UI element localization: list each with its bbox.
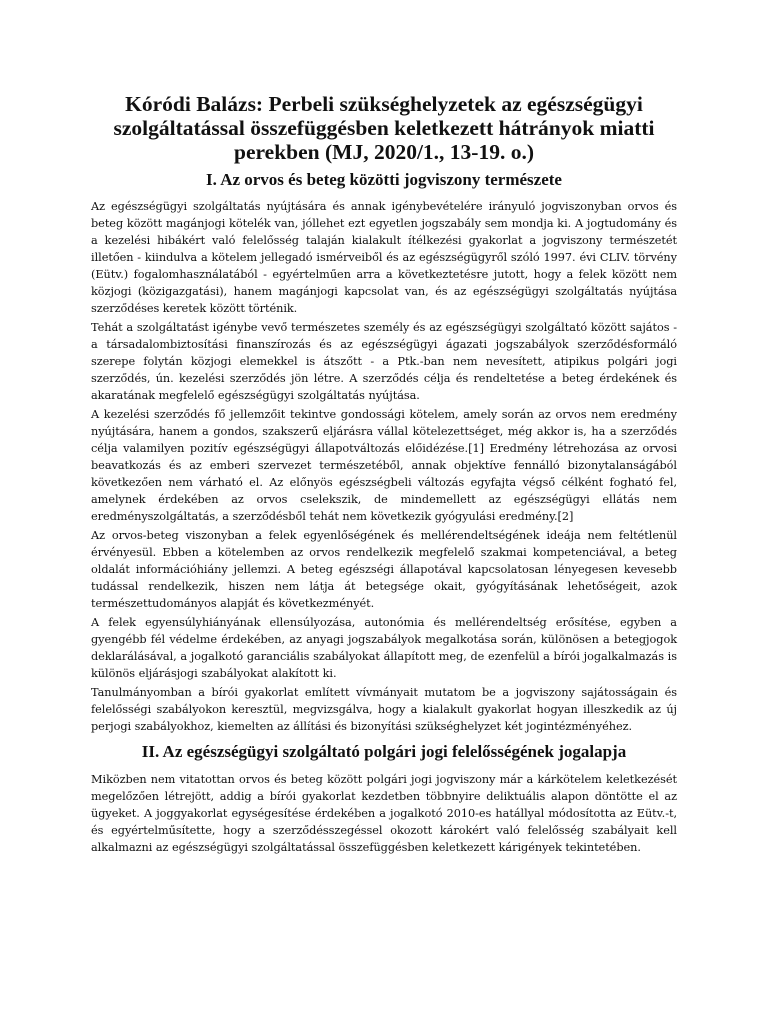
section-2-heading: II. Az egészségügyi szolgáltató polgári jogi felelősségének jogalapja [141,742,627,761]
section-1-paragraph-6: Tanulmányomban a bírói gyakorlat említett vívmányait mutatom be a jogviszony sajátosságain és felelősségi szabályokon keresztül, megvizsgálva, hogy a kialakult gyakorlat hogyan illeszkedik az új perjogi szabályokhoz, kiemelten az állítási és bizonyítási szükséghelyzet két jogintézményéhez. [91,686,677,733]
section-1 [91,170,677,735]
section-2 [91,742,677,856]
section-1-paragraph-2: Tehát a szolgáltatást igénybe vevő természetes személy és az egészségügyi szolgáltató között sajátos - a társadalombiztosítási finanszírozás és az egészségügyi ágazati jogszabályok szerződésformáló szerepe folytán közjogi elemekkel is átszőtt - a Ptk.-ban nem nevesített, atipikus polgári jogi szerződés, ún. kezelési szerződés jön létre. A szerződés célja és rendeltetése a beteg érdekének és akaratának megfelelő egészségügyi szolgáltatás nyújtása. [91,321,677,402]
document-page [91,92,677,858]
section-1-heading: I. Az orvos és beteg közötti jogviszony természete [206,170,562,189]
document-title: Kóródi Balázs: Perbeli szükséghelyzetek az egészségügyi szolgáltatással összefüggésben keletkezett hátrányok miatti perekben (MJ, 2020/1., 13-19. o.) [113,92,655,164]
section-1-paragraph-4: Az orvos-beteg viszonyban a felek egyenlőségének és mellérendeltségének ideája nem feltétlenül érvényesül. Ebben a kötelemben az orvos rendelkezik megfelelő szakmai kompetenciával, a beteg oldalát információhiány jellemzi. A beteg egészségi állapotával kapcsolatosan lényegesen kevesebb tudással rendelkezik, hiszen nem látja át betegsége okait, gyógyításának lehetőségeit, azok természettudományos alapját és következményét. [91,529,677,610]
section-1-paragraph-5: A felek egyensúlyhiányának ellensúlyozása, autonómia és mellérendeltség erősítése, egyben a gyengébb fél védelme érdekében, az anyagi jogszabályok megalkotása során, különösen a betegjogok deklarálásával, a jogalkotó garanciális szabályokat állapított meg, de ezenfelül a bírói jogalkalmazás is különös eljárásjogi szabályokat alakított ki. [91,616,677,680]
section-1-paragraph-3: A kezelési szerződés fő jellemzőit tekintve gondossági kötelem, amely során az orvos nem eredmény nyújtására, hanem a gondos, szakszerű eljárásra vállal kötelezettséget, még akkor is, ha a szerződés célja valamilyen pozitív egészségügyi állapotváltozás előidézése.[1] Eredmény létrehozása az orvosi beavatkozás és az emberi szervezet természetéből, annak objektíve fennálló bizonytalanságából következően nem várható el. Az előnyös egészségbeli változás egyfajta végső célként fogható fel, amelynek érdekében az orvos cselekszik, de mindemellett az egészségügyi ellátás nem eredményszolgáltatás, a szerződésből tehát nem következik gyógyulási eredmény.[2] [91,408,677,523]
section-1-paragraph-1: Az egészségügyi szolgáltatás nyújtására és annak igénybevételére irányuló jogviszonyban orvos és beteg között magánjogi kötelék van, jóllehet ezt egyetlen jogszabály sem mondja ki. A jogtudomány és a kezelési hibákért való felelősség talaján kialakult ítélkezési gyakorlat a jogviszony természetét illetően - kiindulva a kötelem jellegadó ismérveiből és az egészségügyről szóló 1997. évi CLIV. törvény (Eütv.) fogalomhasználatából - egyértelműen arra a következtetésre jutott, hogy a felek között nem közjogi (közigazgatási), hanem magánjogi kapcsolat van, és az egészségügyi szolgáltatás nyújtása szerződéses keretek között történik. [91,200,677,315]
section-2-paragraph-1: Miközben nem vitatottan orvos és beteg között polgári jogi jogviszony már a kárkötelem keletkezését megelőzően létrejött, addig a bírói gyakorlat kezdetben többnyire deliktuális alapon döntötte el az ügyeket. A joggyakorlat egységesítése érdekében a jogalkotó 2010-es hatállyal módosította az Eütv.-t, és egyértelműsítette, hogy a szerződésszegéssel okozott károkért való felelősség szabályait kell alkalmazni az egészségügyi szolgáltatással összefüggésben keletkezett kárigények tekintetében. [91,773,677,854]
